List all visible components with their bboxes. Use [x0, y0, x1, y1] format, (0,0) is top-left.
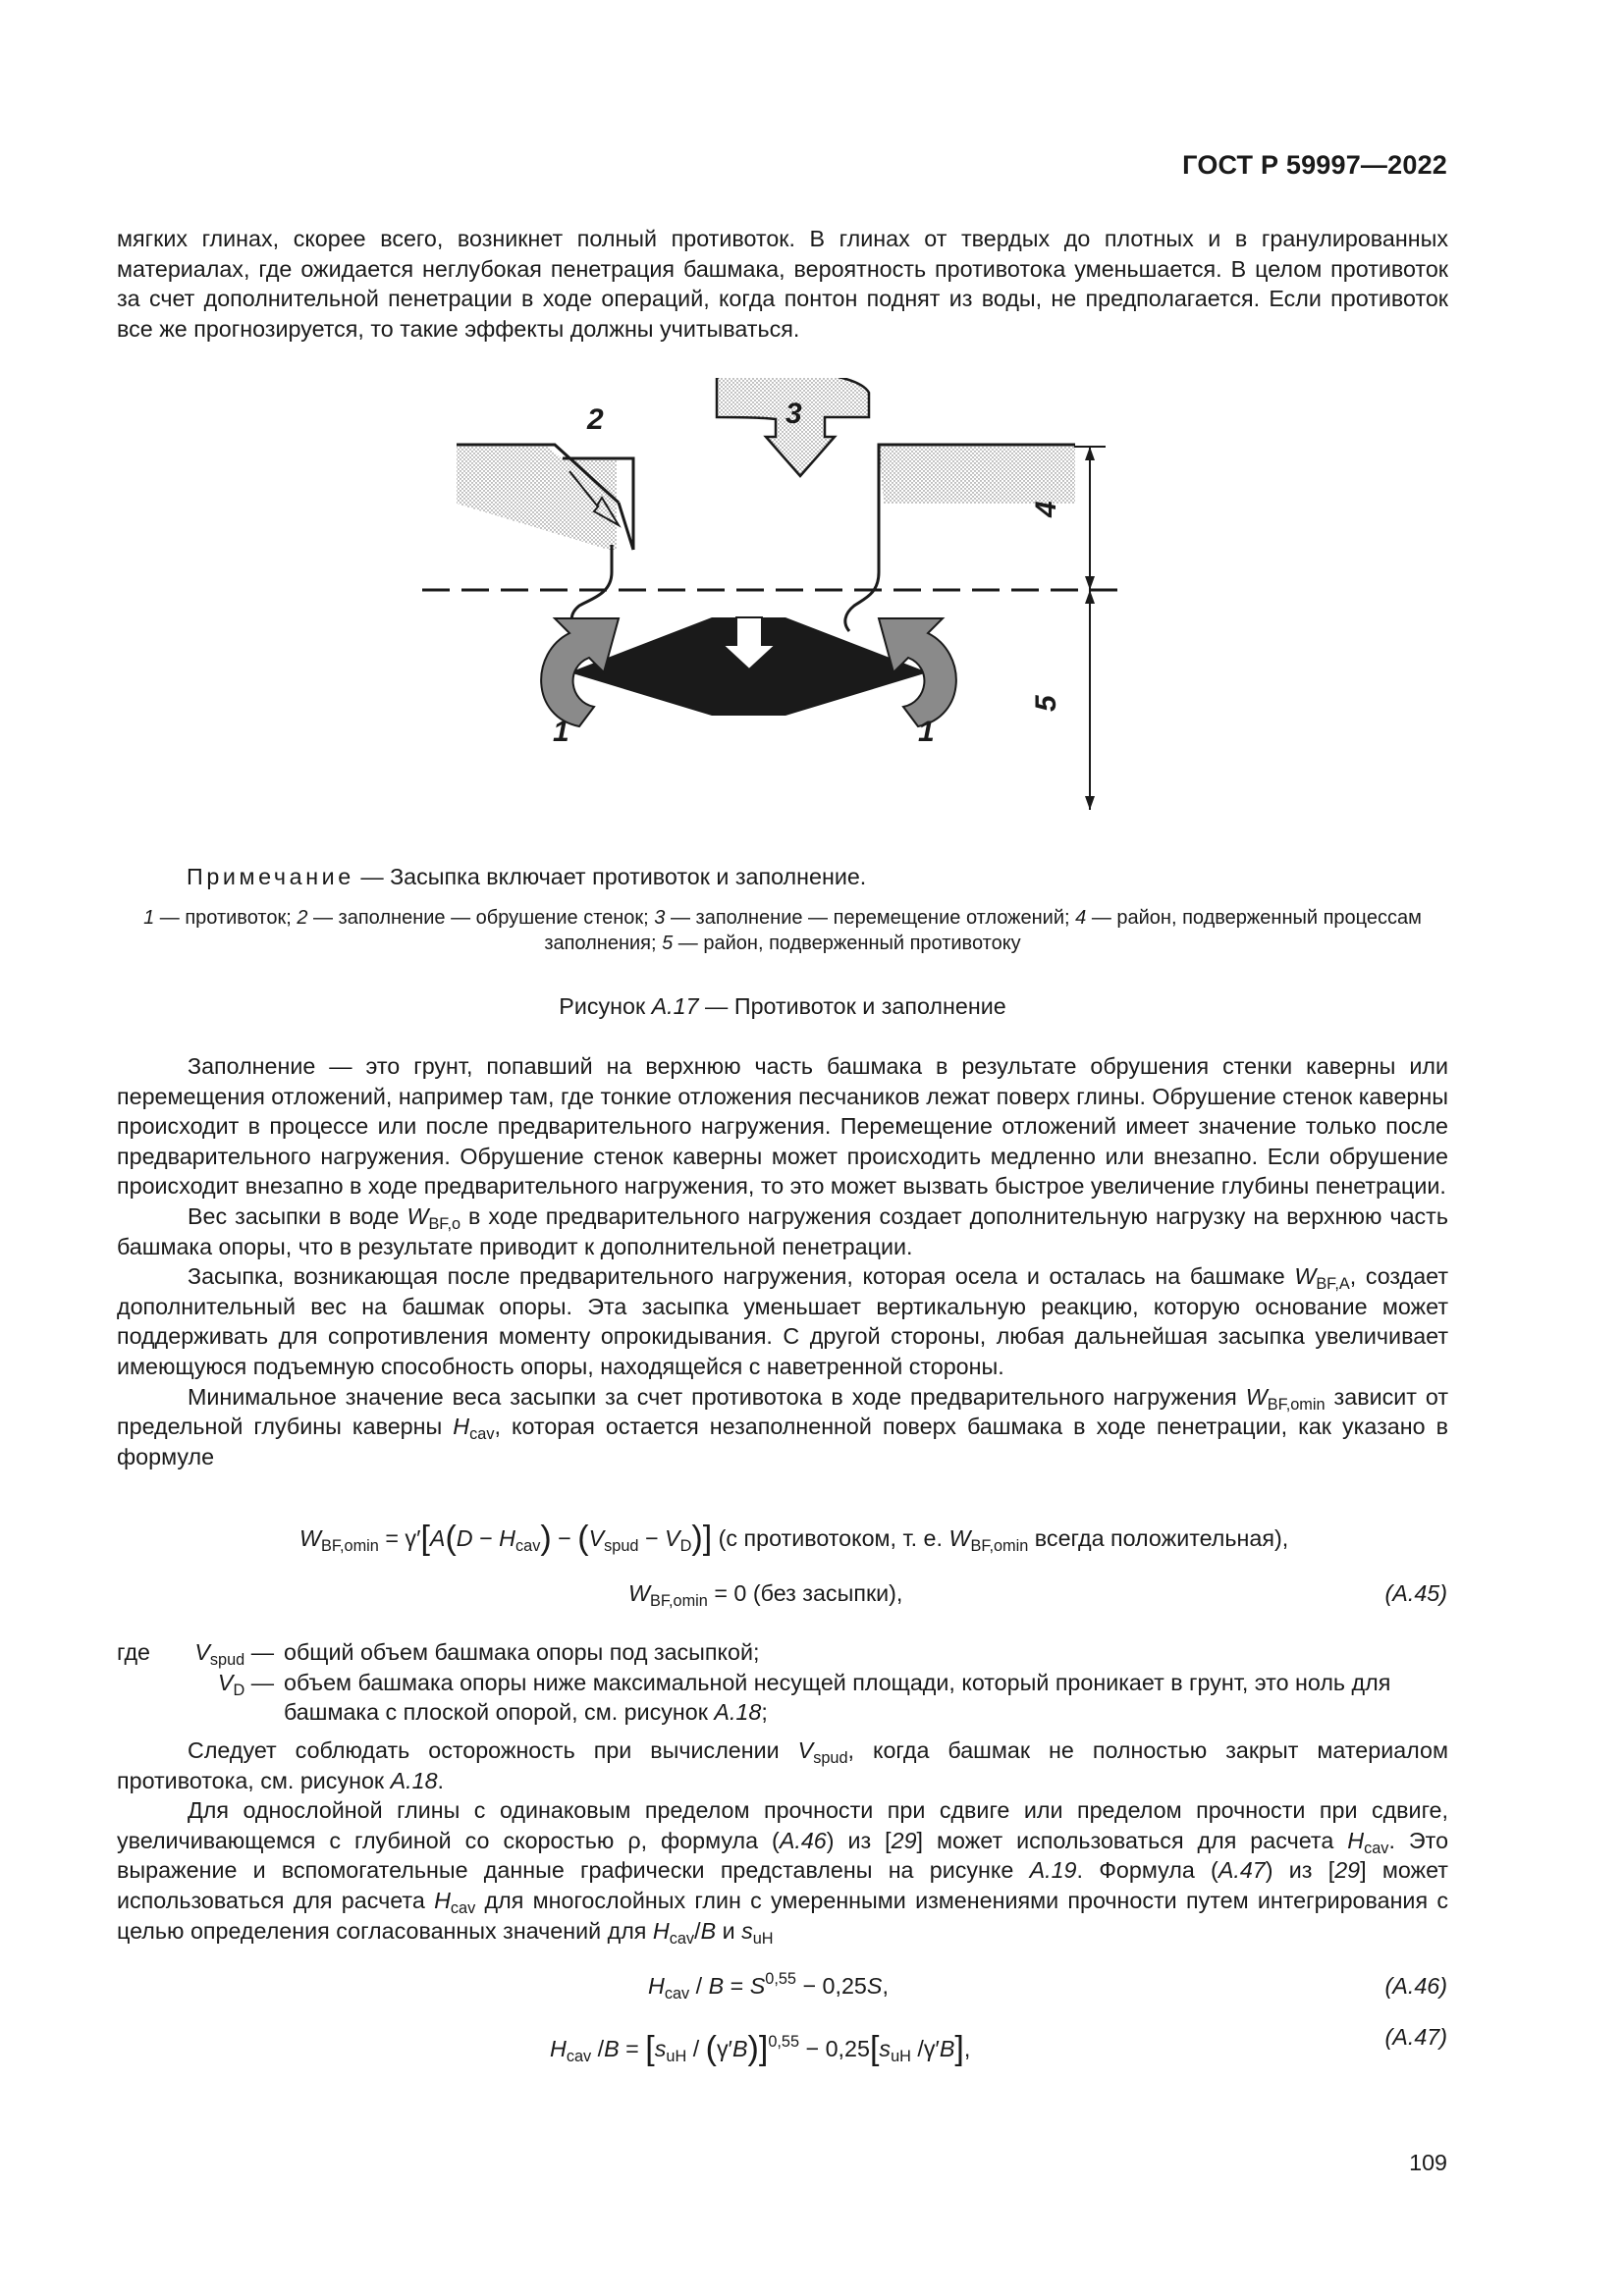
soil-right-hatch [879, 447, 1075, 504]
figure-label-3: 3 [785, 398, 802, 430]
paragraph-backfill-weight: Вес засыпки в воде $W_{BF,o}$ в ходе предварительного нагружения создает дополнительную нагрузку на верхнюю часть башмака опоры, что в результате приводит к дополнительной пенетрации. [117, 1202, 1448, 1259]
figure-label-1-left: 1 [553, 716, 569, 748]
formula-a45-line2: $W_{BF,omin} = 0$ (без засыпки), [628, 1580, 903, 1610]
formula-a45-line1: $W_{BF,omin} = \gamma'[A(D - H_{cav}) - (V_{spud} - V_D)]$ (с противотоком, т. е. $W_{BF,omin}$ всегда положительная), [299, 1520, 1289, 1557]
figure-note [187, 864, 866, 890]
formula-a47: $H_{cav}$ $/B = [s_{uH} / (\gamma'B)]^{0,55} - 0,25[s_{uH}$ /γ′B], [550, 2030, 971, 2067]
note-text: — Засыпка включает противоток и заполнение. [353, 864, 867, 889]
paragraph-single-layer: Для однослойной глины с одинаковым пределом прочности при сдвиге или пределом прочности при сдвиге, увеличивающемся с глубиной со скоростью ρ, формула (А.46) из [29] может использоваться для расчета $H_{cav}$. Это выражение и вспомогательные данные графически представлены на рисунке А.19. Формула (А.47) из [29] может использоваться для расчета $H_{cav}$ для многослойных глин с умеренными изменениями прочности путем интегрирования с целью определения согласованных значений для $H_{cav}/B$ и $s_{uH}$ [117, 1797, 1449, 1948]
figure-backflow-infill [422, 378, 1129, 820]
where-item-vd: $V_D$ — объем башмака опоры ниже максимальной несущей площади, который проникает в грунт, это ноль для башмака с плоской опорой, см. рисунок А.18; [217, 1669, 1391, 1726]
paragraph-min-backfill: Минимальное значение веса засыпки за счет противотока в ходе предварительного нагружения $W_{BF,omin}$ зависит от предельной глубины каверны $H_{cav}$, которая остается незаполненной поверх башмака в ходе пенетрации, как указано в формуле [117, 1383, 1448, 1469]
intro-paragraph: мягких глинах, скорее всего, возникнет полный противоток. В глинах от твердых до плотных и в гранулированных материалах, где ожидается неглубокая пенетрация башмака, вероятность противотока уменьшается. В целом противоток за счет дополнительной пенетрации в ходе операций, когда понтон поднят из воды, не предполагается. Если противоток все же прогнозируется, то такие эффекты должны учитываться. [117, 226, 1448, 342]
figure-label-2: 2 [587, 403, 604, 436]
equation-number-a45: (А.45) [1384, 1580, 1447, 1606]
body-text-2 [117, 1735, 1448, 1946]
soil-left-hatch [457, 447, 617, 550]
where-list [117, 1637, 1448, 1728]
document-header: ГОСТ Р 59997—2022 [1182, 150, 1447, 180]
equation-number-a47: (А.47) [1384, 2024, 1447, 2050]
where-item-vspud: где $V_{spud}$ — общий объем башмака опоры под засыпкой; [117, 1639, 760, 1669]
paragraph-backfill-after: Засыпка, возникающая после предварительного нагружения, которая осела и осталась на башмаке $W_{BF,A}$, создает дополнительный вес на башмак опоры. Эта засыпка уменьшает вертикальную реакцию, которую основание может поддерживать для сопротивления моменту опрокидывания. С другой стороны, любая дальнейшая засыпка увеличивает имеющуюся подъемную способность опоры, находящейся с наветренной стороны. [117, 1263, 1449, 1379]
paragraph-infill: Заполнение — это грунт, попавший на верхнюю часть башмака в результате обрушения стенки каверны или перемещения отложений, например там, где тонкие отложения песчаников лежат поверх глины. Обрушение стенок каверны происходит в процессе или после предварительного нагружения. Перемещение отложений имеет значение только после предварительного нагружения. Обрушение стенок каверны может происходить медленно или внезапно. Если обрушение происходит внезапно в ходе предварительного нагружения, то это может вызвать быстрое увеличение глубины пенетрации. [117, 1053, 1448, 1200]
figure-label-1-right: 1 [918, 716, 935, 748]
page-number: 109 [1409, 2150, 1447, 2175]
formula-a46: $H_{cav} / B = S^{0,55} - 0,25S$, [648, 1970, 889, 2002]
equation-number-a46: (А.46) [1384, 1973, 1447, 1999]
figure-label-4: 4 [1030, 501, 1062, 517]
figure-label-5: 5 [1030, 695, 1062, 712]
paragraph-caution: Следует соблюдать осторожность при вычислении $V_{spud}$, когда башмак не полностью закрыт материалом противотока, см. рисунок А.18. [117, 1737, 1449, 1793]
figure-caption: Рисунок А.17 — Противоток и заполнение [559, 993, 1006, 1019]
note-word: Примечание [187, 864, 354, 889]
body-text [117, 1051, 1448, 1471]
figure-legend: 1 — противоток; 2 — заполнение — обрушение стенок; 3 — заполнение — перемещение отложений; 4 — район, подверженный процессам заполнения; 5 — район, подверженный противотоку [143, 907, 1422, 954]
